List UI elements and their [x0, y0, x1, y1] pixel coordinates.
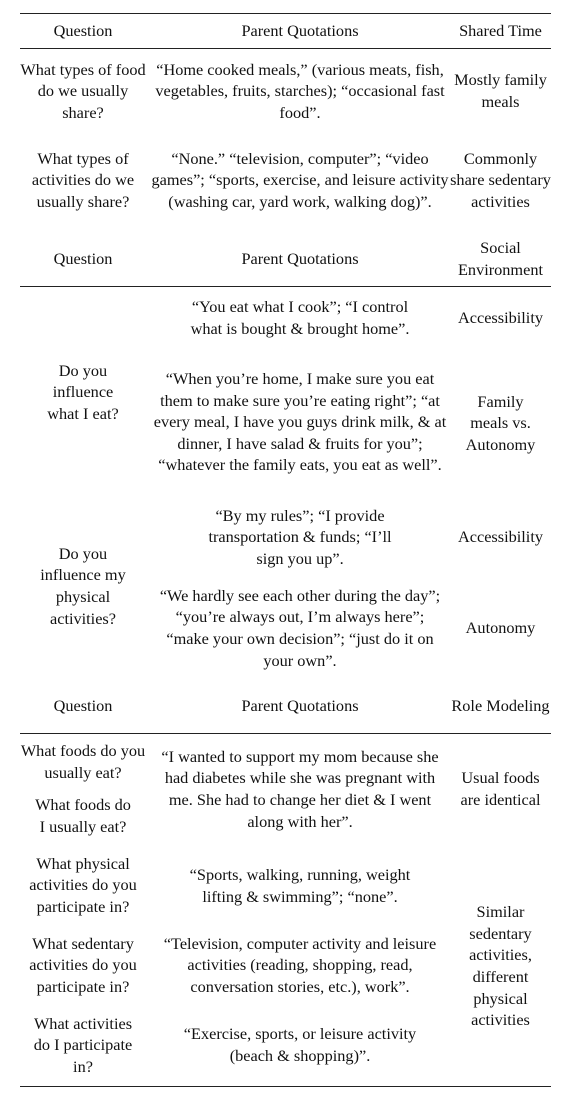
header-quotations: Parent Quotations: [241, 696, 359, 716]
quotation-cell: “When you’re home, I make sure you eat them to make sure you’re eating right”; “at every meal, I have you guys drink milk, & at dinner, I have salad & fruits for you”; “whatever the family eats, you eat as well”.: [153, 369, 447, 475]
category-cell: Mostly family meals: [454, 70, 547, 111]
quotation-cell: “Television, computer activity and leisure activities (reading, shopping, read, conversation stories, etc.), work”.: [163, 933, 437, 996]
question-cell: Do you influence what I eat?: [47, 360, 119, 423]
header-quotations: Parent Quotations: [241, 21, 359, 41]
question-cell: What types of food do we usually share?: [20, 59, 146, 122]
quotation-cell: “None.” “television, computer”; “video games”; “sports, exercise, and leisure activity (washing car, yard work, walking dog)”.: [151, 148, 449, 211]
table-row: [20, 136, 551, 224]
category-cell: Commonly share sedentary activities: [450, 148, 551, 211]
section-rule: [20, 286, 551, 287]
category-cell: Autonomy: [465, 618, 536, 638]
question-cell: What sedentary activities do you participate in?: [29, 933, 137, 996]
header-row-role-modeling: [20, 684, 551, 728]
quotation-cell: “Exercise, sports, or leisure activity (beach & shopping)”.: [183, 1024, 417, 1065]
category-cell: Usual foods are identical: [460, 768, 541, 809]
header-question: Question: [53, 696, 113, 716]
table-row: [20, 58, 551, 124]
top-rule: [20, 13, 551, 14]
header-category: Role Modeling: [451, 696, 550, 716]
header-category: Social Environment: [457, 238, 543, 279]
question-cell: What physical activities do you participate in?: [29, 853, 137, 916]
quotation-cell: “Home cooked meals,” (various meats, fish, vegetables, fruits, starches); “occasional fast food”.: [155, 59, 445, 122]
bottom-rule: [20, 1086, 551, 1087]
question-cell: What foods do I usually eat?: [35, 795, 131, 836]
question-cell: What foods do you usually eat?: [20, 741, 146, 782]
table-row: [20, 296, 551, 492]
header-row-shared-time: [20, 18, 551, 44]
table-row: [20, 504, 551, 672]
quotation-cell: “I wanted to support my mom because she had diabetes while she was pregnant with me. She had to change her diet & I went along with her”.: [161, 746, 439, 831]
header-row-social-environment: [20, 237, 551, 281]
quotation-cell: “We hardly see each other during the day”; “you’re always out, I’m always here”; “make your own decision”; “just do it on your own”.: [159, 585, 441, 670]
quotation-cell: “You eat what I cook”; “I control what is bought & brought home”.: [190, 297, 410, 338]
quotation-cell: “Sports, walking, running, weight lifting & swimming”; “none”.: [189, 865, 411, 906]
header-rule: [20, 48, 551, 49]
question-cell: What activities do I participate in?: [33, 1013, 133, 1076]
header-question: Question: [53, 21, 113, 41]
category-cell: Accessibility: [457, 308, 543, 328]
header-question: Question: [53, 249, 113, 269]
quotation-cell: “By my rules”; “I provide transportation & funds; “I’ll sign you up”.: [208, 505, 392, 568]
category-cell: Similar sedentary activities, different physical activities: [469, 902, 532, 1030]
category-cell: Accessibility: [457, 527, 543, 547]
header-quotations: Parent Quotations: [241, 249, 359, 269]
question-cell: What types of activities do we usually share?: [31, 148, 135, 211]
question-cell: Do you influence my physical activities?: [40, 543, 126, 628]
header-category: Shared Time: [459, 21, 542, 41]
section-rule: [20, 733, 551, 734]
role-modeling-body: [20, 740, 551, 1080]
category-cell: Family meals vs. Autonomy: [465, 391, 536, 454]
